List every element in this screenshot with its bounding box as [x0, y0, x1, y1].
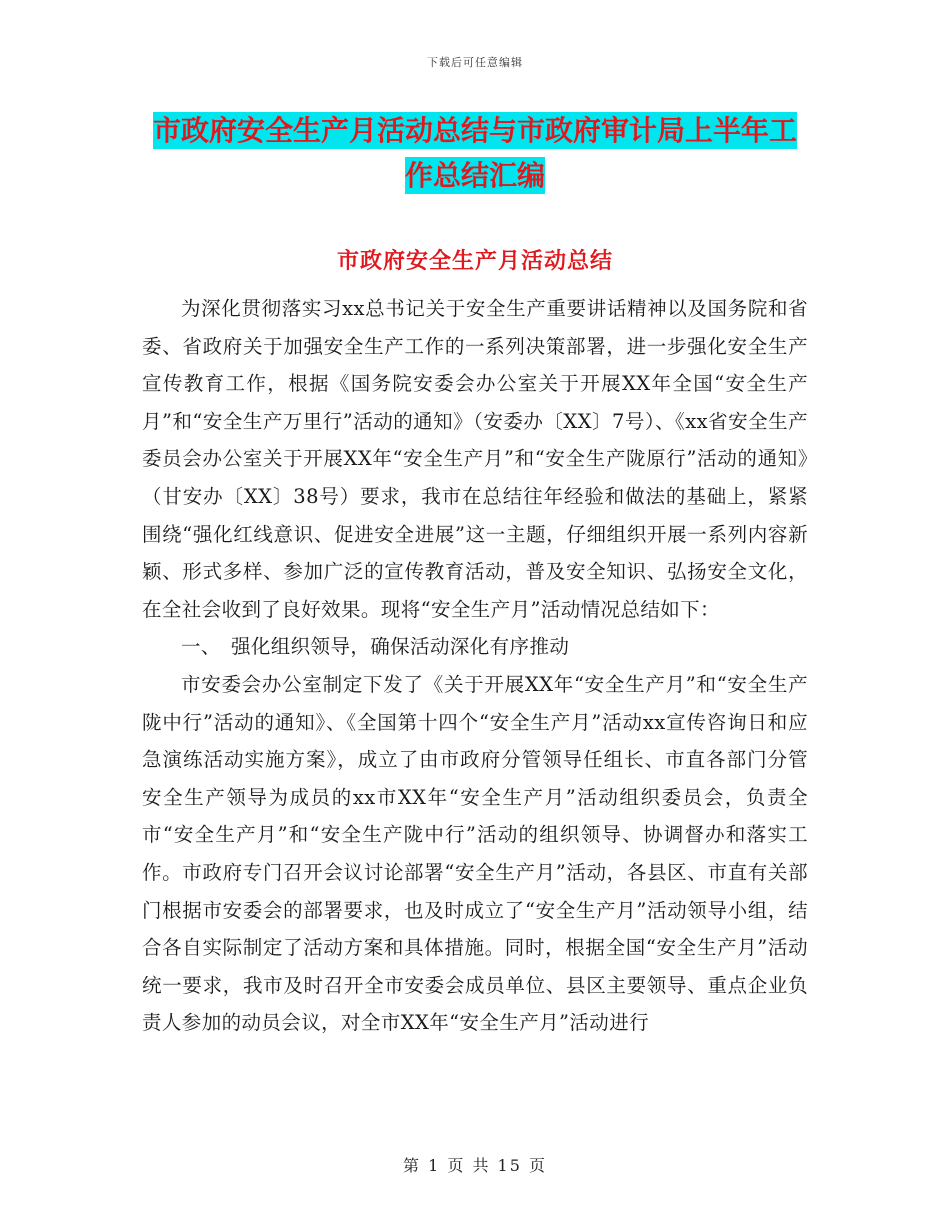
page-footer: 第 1 页 共 15 页	[403, 1156, 547, 1175]
heading-section-1: 一、 强化组织领导，确保活动深化有序推动	[181, 635, 570, 659]
header-note: 下载后可任意编辑	[427, 56, 523, 69]
document-title-line-1: 市政府安全生产月活动总结与市政府审计局上半年工	[152, 114, 797, 147]
paragraph-intro: 为深化贯彻落实习xx总书记关于安全生产重要讲话精神以及国务院和省委、省政府关于加强安全生产工作的一系列决策部署，进一步强化安全生产宣传教育工作，根据《国务院安委会办公室关于开展XX年全国“安全生产月”和“安全生产万里行”活动的通知》（安委办〔XX〕7号）、《xx省安全生产委员会办公室关于开展XX年“安全生产月”和“安全生产陇原行”活动的通知》（甘安办〔XX〕38号）要求，我市在总结往年经验和做法的基础上，紧紧围绕“强化红线意识、促进安全进展”这一主题，仔细组织开展一系列内容新颖、形式多样、参加广泛的宣传教育活动，普及安全知识、弘扬安全文化，在全社会收到了良好效果。现将“安全生产月”活动情况总结如下：	[142, 297, 808, 621]
document-title-line-2: 作总结汇编	[404, 159, 545, 192]
document-title	[140, 108, 810, 198]
paragraph-section-1: 市安委会办公室制定下发了《关于开展XX年“安全生产月”和“安全生产陇中行”活动的通知》、《全国第十四个“安全生产月”活动xx宣传咨询日和应急演练活动实施方案》，成立了由市政府分管领导任组长、市直各部门分管安全生产领导为成员的xx市XX年“安全生产月”活动组织委员会，负责全市“安全生产月”和“安全生产陇中行”活动的组织领导、协调督办和落实工作。市政府专门召开会议讨论部署“安全生产月”活动，各县区、市直有关部门根据市安委会的部署要求，也及时成立了“安全生产月”活动领导小组，结合各自实际制定了活动方案和具体措施。同时，根据全国“安全生产月”活动统一要求，我市及时召开全市安委会成员单位、县区主要领导、重点企业负责人参加的动员会议，对全市XX年“安全生产月”活动进行	[142, 672, 808, 1035]
document-body	[142, 290, 808, 1042]
section-title: 市政府安全生产月活动总结	[336, 249, 613, 274]
